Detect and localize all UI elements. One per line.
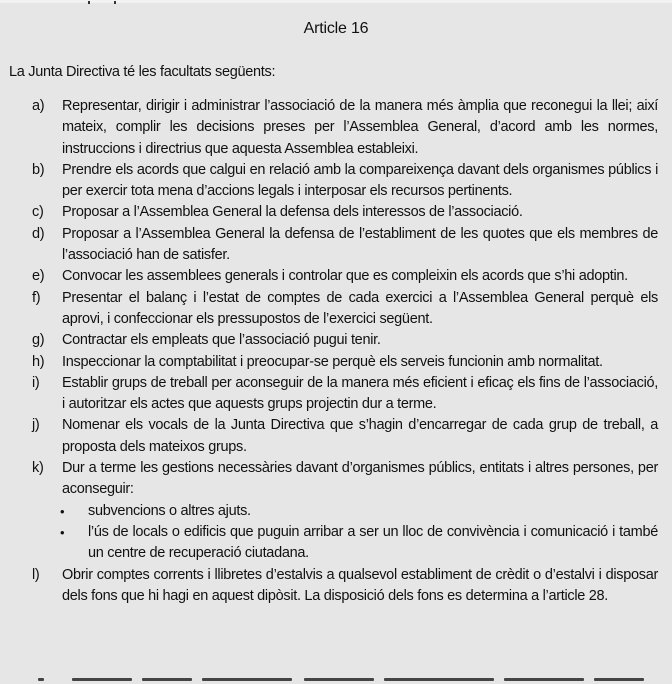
item-text: Inspeccionar la comptabilitat i preocupar-se perquè els serveis funcionin amb normalitat.: [62, 353, 603, 370]
sub-bullet-item: [32, 501, 658, 522]
item-label: l): [32, 566, 40, 583]
list-item: [32, 330, 658, 351]
item-label: h): [32, 353, 45, 370]
cropped-text-fragment: [88, 1, 118, 4]
item-text: Proposar a l’Assemblea General la defensa de l’establiment de les quotes que els membres de l’associació han de satisfer.: [62, 225, 658, 264]
item-text: Nomenar els vocals de la Junta Directiva que s’hagin d’encarregar de cada grup de treball, a proposta dels mateixos grups.: [62, 417, 658, 455]
item-label: j): [32, 417, 40, 434]
item-label: c): [32, 204, 44, 221]
item-text: Proposar a l’Assemblea General la defensa dels interessos de l’associació.: [62, 204, 523, 221]
list-item: [32, 373, 658, 416]
bullet-icon: •: [60, 524, 65, 540]
list-item: [32, 96, 658, 160]
item-label: f): [32, 289, 41, 306]
item-label: i): [32, 374, 40, 391]
faculties-list: [32, 96, 658, 607]
item-text: Dur a terme les gestions necessàries davant d’organismes públics, entitats i altres persones, per aconseguir:: [62, 460, 658, 498]
cropped-next-line: [32, 672, 652, 684]
item-label: b): [32, 161, 45, 178]
sub-bullet-text: l’ús de locals o edificis que puguin arribar a ser un lloc de convivència i comunicació i també un centre de recuperació ciutadana.: [88, 523, 658, 562]
sub-bullet-text: subvencions o altres ajuts.: [88, 502, 251, 519]
list-item: [32, 352, 658, 373]
item-label: a): [32, 98, 45, 114]
list-item: [32, 202, 658, 223]
item-text: Presentar el balanç i l’estat de comptes de cada exercici a l’Assemblea General perquè els aprovi, i confeccionar els pressupostos de l’exercici següent.: [62, 289, 658, 327]
list-item: [32, 224, 658, 267]
list-item: [32, 458, 658, 501]
list-item: [32, 288, 658, 331]
sub-bullet-item: [32, 522, 658, 565]
item-label: g): [32, 332, 45, 349]
item-text: Obrir comptes corrents i llibretes d’estalvis a qualsevol establiment de crèdit o d’estalvi i disposar dels fons que hi hagi en aquest dipòsit. La disposició dels fons es determina a l’article 28.: [62, 566, 658, 604]
item-label: k): [32, 460, 44, 477]
article-title: Article 16: [303, 20, 369, 37]
intro-paragraph: La Junta Directiva té les facultats següents:: [9, 64, 276, 80]
list-item: [32, 266, 658, 287]
list-item: [32, 565, 658, 608]
item-label: e): [32, 268, 45, 285]
item-text: Convocar les assemblees generals i controlar que es compleixin els acords que s’hi adoptin.: [62, 268, 628, 285]
bullet-icon: •: [60, 503, 65, 519]
list-item: [32, 415, 658, 458]
item-label: d): [32, 225, 45, 242]
item-text: Representar, dirigir i administrar l’associació de la manera més àmplia que reconegui la llei; així mateix, complir les decisions preses per l’Assemblea General, d’acord amb les normes, instruccions i directrius que aquesta Assemblea estableixi.: [62, 98, 658, 157]
list-item: [32, 160, 658, 203]
item-text: Establir grups de treball per aconseguir de la manera més eficient i eficaç els fins de l’associació, i autoritzar els actes que aquests grups projectin dur a terme.: [62, 374, 658, 413]
item-text: Prendre els acords que calgui en relació amb la compareixença davant dels organismes públics i per exercir tota mena d’accions legals i interposar els recursos pertinents.: [62, 161, 658, 200]
item-text: Contractar els empleats que l’associació pugui tenir.: [62, 332, 381, 349]
